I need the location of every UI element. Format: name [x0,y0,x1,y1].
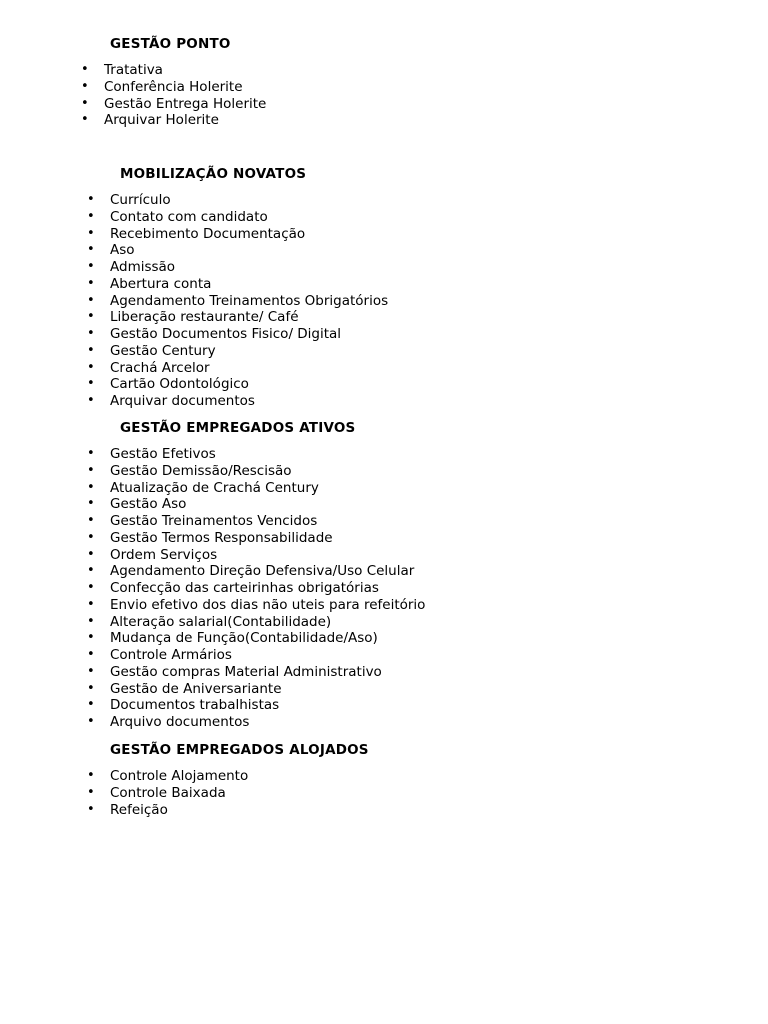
list-item: • Confecção das carteirinhas obrigatórias [87,580,379,596]
bullet-icon: • [87,613,95,629]
list-item: • Agendamento Direção Defensiva/Uso Celular [87,563,415,580]
bullet-icon: • [87,680,95,696]
section-title-mobilizacao-novatos: MOBILIZAÇÃO NOVATOS [120,166,307,182]
list-item: • Envio efetivo dos dias não uteis para refeitório [87,596,426,613]
list-item: • Alteração salarial(Contabilidade) [87,613,332,630]
bullet-icon: • [87,208,95,224]
bullet-icon: • [87,446,95,461]
list-item: • Gestão Century [87,342,216,359]
bullet-icon: • [87,563,95,579]
bullet-icon: • [87,513,95,528]
list-item: • Contato com candidato [87,208,268,225]
list-item: • Arquivar documentos [87,393,255,409]
bullet-icon: • [87,697,95,713]
list-item: • Recebimento Documentação [87,225,306,242]
bullet-icon: • [87,462,95,478]
bullet-icon: • [87,647,95,662]
list-item: • Admissão [87,259,176,275]
bullet-icon: • [87,496,95,512]
bullet-icon: • [87,376,95,392]
section-title-gestao-empregados-alojados: GESTÃO EMPREGADOS ALOJADOS [110,742,369,758]
bullet-icon: • [81,78,89,94]
bullet-icon: • [87,784,95,800]
list-item: • Controle Armários [87,647,232,663]
bullet-icon: • [81,112,89,128]
bullet-icon: • [87,225,95,241]
bullet-icon: • [87,342,95,358]
list-gestao-empregados-alojados [87,768,249,818]
section-title-gestao-ponto: GESTÃO PONTO [110,36,231,52]
list-item: • Crachá Arcelor [87,359,210,376]
list-item: • Gestão de Aniversariante [87,680,282,697]
bullet-icon: • [87,309,95,325]
bullet-icon: • [87,801,95,817]
list-gestao-empregados-ativos [87,446,426,731]
bullet-icon: • [87,596,95,612]
list-item: • Gestão Aso [87,496,187,513]
list-item: • Mudança de Função(Contabilidade/Aso) [87,630,378,647]
bullet-icon: • [87,326,95,341]
list-item: • Currículo [87,192,171,208]
list-item: • Controle Alojamento [87,768,249,784]
list-item: • Documentos trabalhistas [87,697,280,714]
bullet-icon: • [87,714,95,729]
list-item: • Gestão Documentos Fisico/ Digital [87,326,342,342]
list-gestao-ponto [81,62,267,129]
list-item: • Controle Baixada [87,784,226,801]
bullet-icon: • [87,630,95,646]
bullet-icon: • [87,359,95,375]
list-item: • Ordem Serviços [87,546,218,563]
list-mobilizacao-novatos [87,192,389,410]
bullet-icon: • [87,580,95,595]
list-item: • Gestão Efetivos [87,446,216,462]
section-title-gestao-empregados-ativos: GESTÃO EMPREGADOS ATIVOS [120,420,356,436]
bullet-icon: • [87,393,95,408]
bullet-icon: • [87,546,95,562]
list-item: • Gestão compras Material Administrativo [87,663,382,680]
list-item: • Abertura conta [87,275,212,292]
list-item: • Cartão Odontológico [87,376,249,393]
list-item: • Atualização de Crachá Century [87,479,319,496]
bullet-icon: • [81,62,89,77]
list-item: • Agendamento Treinamentos Obrigatórios [87,292,389,309]
list-item: • Arquivo documentos [87,714,250,730]
bullet-icon: • [81,95,89,111]
bullet-icon: • [87,663,95,679]
list-item: • Gestão Termos Responsabilidade [87,529,333,546]
bullet-icon: • [87,192,95,207]
list-item: • Tratativa [81,62,163,78]
bullet-icon: • [87,259,95,274]
bullet-icon: • [87,292,95,308]
bullet-icon: • [87,529,95,545]
list-item: • Gestão Entrega Holerite [81,95,267,112]
list-item: • Gestão Demissão/Rescisão [87,462,292,479]
list-item: • Gestão Treinamentos Vencidos [87,513,318,529]
list-item: • Conferência Holerite [81,78,243,95]
bullet-icon: • [87,768,95,783]
bullet-icon: • [87,479,95,495]
bullet-icon: • [87,242,95,258]
bullet-icon: • [87,275,95,291]
list-item: • Aso [87,242,135,259]
list-item: • Liberação restaurante/ Café [87,309,299,326]
list-item: • Refeição [87,801,168,818]
list-item: • Arquivar Holerite [81,112,219,129]
